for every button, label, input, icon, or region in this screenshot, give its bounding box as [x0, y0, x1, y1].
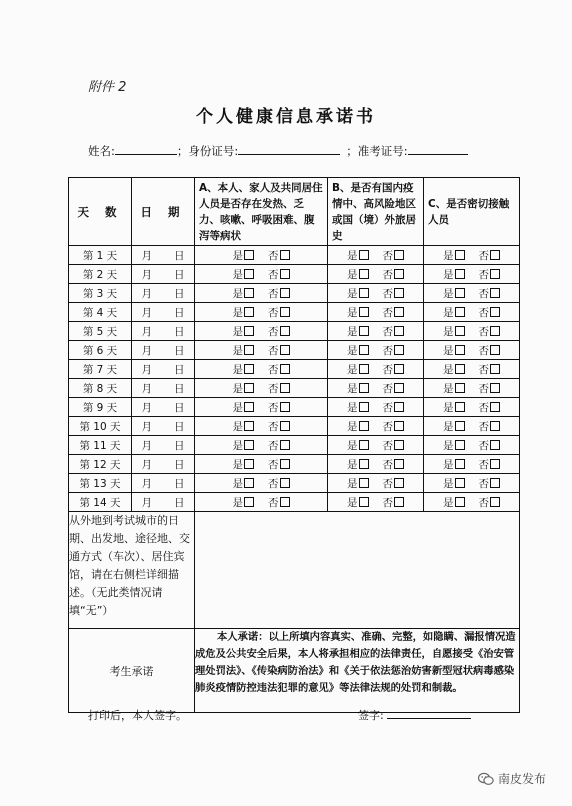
table-row: [69, 474, 520, 493]
no-option[interactable]: 否: [479, 421, 501, 433]
date-cell[interactable]: 月 日: [132, 474, 195, 493]
answer-a: [195, 398, 328, 417]
answer-a: [195, 360, 328, 379]
no-option[interactable]: 否: [268, 250, 290, 262]
no-option[interactable]: 否: [268, 440, 290, 452]
checkbox-icon: [394, 497, 404, 507]
yes-option[interactable]: 是: [443, 364, 465, 376]
no-option[interactable]: 否: [383, 269, 405, 281]
no-option[interactable]: 否: [479, 326, 501, 338]
yes-option[interactable]: 是: [233, 383, 255, 395]
checkbox-icon: [244, 440, 254, 450]
date-cell[interactable]: 月 日: [132, 398, 195, 417]
checkbox-icon: [280, 421, 290, 431]
yes-option[interactable]: 是: [233, 364, 255, 376]
checkbox-icon: [490, 421, 500, 431]
travel-description-field[interactable]: [195, 512, 520, 629]
checkbox-icon: [359, 421, 369, 431]
yes-option[interactable]: 是: [347, 478, 369, 490]
yes-option[interactable]: 是: [233, 307, 255, 319]
checkbox-icon: [280, 478, 290, 488]
header-day: 天 数: [69, 178, 132, 246]
yes-option[interactable]: 是: [347, 402, 369, 414]
yes-option[interactable]: 是: [443, 402, 465, 414]
header-question-a: A、本人、家人及共同居住人员是否存在发热、乏力、咳嗽、呼吸困难、腹泻等病状: [195, 178, 328, 246]
day-label: 第 3 天: [69, 284, 132, 303]
no-option[interactable]: 否: [383, 497, 405, 509]
checkbox-icon: [394, 269, 404, 279]
table-row: [69, 455, 520, 474]
answer-a: [195, 455, 328, 474]
footer-note: 打印后，本人签字。: [88, 709, 187, 722]
checkbox-icon: [394, 345, 404, 355]
yes-option[interactable]: 是: [443, 478, 465, 490]
checkbox-icon: [359, 269, 369, 279]
yes-option[interactable]: 是: [347, 440, 369, 452]
no-option[interactable]: 否: [479, 364, 501, 376]
date-cell[interactable]: 月 日: [132, 341, 195, 360]
no-option[interactable]: 否: [383, 364, 405, 376]
table-header-row: [69, 178, 520, 246]
day-label: 第 13 天: [69, 474, 132, 493]
no-option[interactable]: 否: [479, 497, 501, 509]
signature-blank[interactable]: [387, 708, 471, 719]
table-row: [69, 379, 520, 398]
checkbox-icon: [394, 383, 404, 393]
yes-option[interactable]: 是: [347, 345, 369, 357]
no-option[interactable]: 否: [268, 269, 290, 281]
checkbox-icon: [455, 478, 465, 488]
no-option[interactable]: 否: [268, 364, 290, 376]
answer-c: [424, 246, 520, 265]
checkbox-icon: [359, 478, 369, 488]
answer-c: [424, 493, 520, 512]
checkbox-icon: [280, 440, 290, 450]
checkbox-icon: [455, 383, 465, 393]
checkbox-icon: [244, 364, 254, 374]
checkbox-icon: [394, 402, 404, 412]
yes-option[interactable]: 是: [233, 459, 255, 471]
day-label: 第 4 天: [69, 303, 132, 322]
checkbox-icon: [490, 459, 500, 469]
checkbox-icon: [490, 478, 500, 488]
checkbox-icon: [394, 250, 404, 260]
answer-b: [328, 303, 424, 322]
checkbox-icon: [490, 345, 500, 355]
no-option[interactable]: 否: [268, 307, 290, 319]
page-title: 个人健康信息承诺书: [196, 107, 376, 127]
answer-b: [328, 417, 424, 436]
no-option[interactable]: 否: [383, 383, 405, 395]
date-cell[interactable]: 月 日: [132, 284, 195, 303]
answer-b: [328, 455, 424, 474]
day-label: 第 9 天: [69, 398, 132, 417]
yes-option[interactable]: 是: [233, 440, 255, 452]
checkbox-icon: [359, 345, 369, 355]
yes-option[interactable]: 是: [443, 440, 465, 452]
no-option[interactable]: 否: [479, 288, 501, 300]
no-option[interactable]: 否: [479, 383, 501, 395]
checkbox-icon: [490, 307, 500, 317]
checkbox-icon: [280, 345, 290, 355]
day-label: 第 7 天: [69, 360, 132, 379]
yes-option[interactable]: 是: [347, 269, 369, 281]
no-option[interactable]: 否: [479, 345, 501, 357]
no-option[interactable]: 否: [383, 421, 405, 433]
checkbox-icon: [394, 326, 404, 336]
checkbox-icon: [280, 288, 290, 298]
date-cell[interactable]: 月 日: [132, 360, 195, 379]
no-option[interactable]: 否: [268, 383, 290, 395]
checkbox-icon: [455, 421, 465, 431]
answer-c: [424, 455, 520, 474]
checkbox-icon: [490, 250, 500, 260]
checkbox-icon: [359, 459, 369, 469]
no-option[interactable]: 否: [268, 402, 290, 414]
checkbox-icon: [359, 288, 369, 298]
yes-option[interactable]: 是: [443, 288, 465, 300]
yes-option[interactable]: 是: [233, 288, 255, 300]
checkbox-icon: [359, 307, 369, 317]
checkbox-icon: [359, 383, 369, 393]
checkbox-icon: [280, 497, 290, 507]
checkbox-icon: [490, 497, 500, 507]
watermark-text: 南皮发布: [498, 772, 547, 786]
checkbox-icon: [455, 459, 465, 469]
no-option[interactable]: 否: [479, 459, 501, 471]
answer-a: [195, 474, 328, 493]
table-row: [69, 417, 520, 436]
checkbox-icon: [244, 288, 254, 298]
day-label: 第 10 天: [69, 417, 132, 436]
no-option[interactable]: 否: [383, 345, 405, 357]
day-label: 第 14 天: [69, 493, 132, 512]
answer-b: [328, 284, 424, 303]
date-cell[interactable]: 月 日: [132, 417, 195, 436]
no-option[interactable]: 否: [479, 402, 501, 414]
checkbox-icon: [359, 326, 369, 336]
answer-a: [195, 379, 328, 398]
no-option[interactable]: 否: [479, 307, 501, 319]
answer-b: [328, 398, 424, 417]
day-label: 第 11 天: [69, 436, 132, 455]
yes-option[interactable]: 是: [347, 459, 369, 471]
answer-c: [424, 474, 520, 493]
yes-option[interactable]: 是: [233, 269, 255, 281]
checkbox-icon: [490, 326, 500, 336]
answer-c: [424, 360, 520, 379]
no-option[interactable]: 否: [383, 288, 405, 300]
checkbox-icon: [280, 459, 290, 469]
no-option[interactable]: 否: [383, 459, 405, 471]
date-cell[interactable]: 月 日: [132, 246, 195, 265]
answer-b: [328, 436, 424, 455]
checkbox-icon: [455, 440, 465, 450]
day-label: 第 2 天: [69, 265, 132, 284]
answer-a: [195, 417, 328, 436]
table-row: [69, 360, 520, 379]
answer-a: [195, 341, 328, 360]
yes-option[interactable]: 是: [233, 345, 255, 357]
checkbox-icon: [394, 421, 404, 431]
date-cell[interactable]: 月 日: [132, 436, 195, 455]
checkbox-icon: [280, 364, 290, 374]
answer-b: [328, 322, 424, 341]
answer-b: [328, 474, 424, 493]
checkbox-icon: [280, 269, 290, 279]
checkbox-icon: [455, 250, 465, 260]
day-label: 第 12 天: [69, 455, 132, 474]
checkbox-icon: [394, 440, 404, 450]
answer-a: [195, 265, 328, 284]
yes-option[interactable]: 是: [347, 326, 369, 338]
identity-line: [88, 143, 468, 159]
checkbox-icon: [490, 402, 500, 412]
checkbox-icon: [455, 402, 465, 412]
checkbox-icon: [394, 478, 404, 488]
pledge-row: [69, 629, 520, 713]
yes-option[interactable]: 是: [233, 478, 255, 490]
table-row: [69, 398, 520, 417]
checkbox-icon: [359, 364, 369, 374]
no-option[interactable]: 否: [479, 440, 501, 452]
no-option[interactable]: 否: [383, 440, 405, 452]
signature-line: [358, 707, 471, 723]
name-blank: [115, 144, 177, 155]
pledge-label: 考生承诺: [69, 629, 195, 713]
yes-option[interactable]: 是: [233, 497, 255, 509]
no-option[interactable]: 否: [268, 421, 290, 433]
no-option[interactable]: 否: [479, 250, 501, 262]
checkbox-icon: [244, 269, 254, 279]
table-row: [69, 265, 520, 284]
table-row: [69, 341, 520, 360]
checkbox-icon: [394, 459, 404, 469]
checkbox-icon: [244, 326, 254, 336]
checkbox-icon: [490, 364, 500, 374]
date-cell[interactable]: 月 日: [132, 303, 195, 322]
health-table: [68, 177, 520, 713]
checkbox-icon: [244, 497, 254, 507]
answer-b: [328, 493, 424, 512]
table-row: [69, 303, 520, 322]
no-option[interactable]: 否: [268, 288, 290, 300]
checkbox-icon: [359, 250, 369, 260]
checkbox-icon: [244, 459, 254, 469]
yes-option[interactable]: 是: [443, 326, 465, 338]
checkbox-icon: [455, 307, 465, 317]
answer-c: [424, 341, 520, 360]
answer-b: [328, 360, 424, 379]
checkbox-icon: [244, 383, 254, 393]
pledge-text: 本人承诺：以上所填内容真实、准确、完整，如隐瞒、漏报情况造成危及公共安全后果，本人将承担相应的法律责任，自愿接受《治安管理处罚法》、《传染病防治法》和《关于依法惩治妨害新型冠状病毒感染肺炎疫情防控违法犯罪的意见》等法律法规的处罚和制裁。: [195, 631, 516, 694]
answer-c: [424, 379, 520, 398]
checkbox-icon: [455, 269, 465, 279]
no-option[interactable]: 否: [268, 478, 290, 490]
exam-number-blank: [408, 144, 468, 155]
answer-c: [424, 417, 520, 436]
yes-option[interactable]: 是: [443, 269, 465, 281]
date-cell[interactable]: 月 日: [132, 265, 195, 284]
id-number-blank: [238, 144, 340, 155]
answer-a: [195, 284, 328, 303]
checkbox-icon: [394, 307, 404, 317]
yes-option[interactable]: 是: [233, 421, 255, 433]
checkbox-icon: [280, 307, 290, 317]
no-option[interactable]: 否: [383, 250, 405, 262]
answer-c: [424, 322, 520, 341]
checkbox-icon: [244, 307, 254, 317]
yes-option[interactable]: 是: [233, 402, 255, 414]
day-label: 第 1 天: [69, 246, 132, 265]
day-label: 第 8 天: [69, 379, 132, 398]
pledge-text-cell: [195, 629, 520, 713]
header-question-c: C、是否密切接触人员: [424, 178, 520, 246]
answer-a: [195, 436, 328, 455]
answer-a: [195, 493, 328, 512]
yes-option[interactable]: 是: [347, 421, 369, 433]
answer-a: [195, 322, 328, 341]
checkbox-icon: [244, 478, 254, 488]
yes-option[interactable]: 是: [347, 250, 369, 262]
yes-option[interactable]: 是: [443, 459, 465, 471]
answer-c: [424, 303, 520, 322]
travel-row: [69, 512, 520, 629]
yes-option[interactable]: 是: [347, 383, 369, 395]
yes-option[interactable]: 是: [347, 497, 369, 509]
yes-option[interactable]: 是: [347, 364, 369, 376]
table-row: [69, 246, 520, 265]
checkbox-icon: [490, 269, 500, 279]
checkbox-icon: [455, 364, 465, 374]
day-label: 第 5 天: [69, 322, 132, 341]
date-cell[interactable]: 月 日: [132, 455, 195, 474]
no-option[interactable]: 否: [383, 326, 405, 338]
no-option[interactable]: 否: [383, 307, 405, 319]
no-option[interactable]: 否: [268, 345, 290, 357]
checkbox-icon: [490, 383, 500, 393]
watermark: [478, 770, 546, 787]
yes-option[interactable]: 是: [443, 383, 465, 395]
no-option[interactable]: 否: [479, 269, 501, 281]
name-label: 姓名:: [88, 144, 115, 158]
no-option[interactable]: 否: [383, 478, 405, 490]
no-option[interactable]: 否: [268, 497, 290, 509]
checkbox-icon: [359, 440, 369, 450]
header-question-b: B、是否有国内疫情中、高风险地区或国（境）外旅居史: [328, 178, 424, 246]
no-option[interactable]: 否: [479, 478, 501, 490]
checkbox-icon: [394, 364, 404, 374]
yes-option[interactable]: 是: [443, 250, 465, 262]
travel-label: 从外地到考试城市的日期、出发地、途径地、交通方式（车次）、居住宾馆，请在右侧栏详细描述。（无此类情况请填“无”）: [69, 512, 195, 629]
answer-c: [424, 398, 520, 417]
yes-option[interactable]: 是: [443, 345, 465, 357]
yes-option[interactable]: 是: [443, 497, 465, 509]
signature-label: 签字:: [358, 709, 384, 722]
day-label: 第 6 天: [69, 341, 132, 360]
answer-b: [328, 246, 424, 265]
checkbox-icon: [280, 402, 290, 412]
yes-option[interactable]: 是: [347, 307, 369, 319]
checkbox-icon: [490, 440, 500, 450]
yes-option[interactable]: 是: [443, 307, 465, 319]
checkbox-icon: [280, 326, 290, 336]
date-cell[interactable]: 月 日: [132, 379, 195, 398]
answer-b: [328, 379, 424, 398]
checkbox-icon: [280, 383, 290, 393]
checkbox-icon: [455, 288, 465, 298]
checkbox-icon: [244, 345, 254, 355]
yes-option[interactable]: 是: [233, 326, 255, 338]
no-option[interactable]: 否: [268, 326, 290, 338]
wechat-icon: [478, 772, 494, 786]
checkbox-icon: [394, 288, 404, 298]
yes-option[interactable]: 是: [347, 288, 369, 300]
checkbox-icon: [455, 497, 465, 507]
table-row: [69, 322, 520, 341]
checkbox-icon: [244, 402, 254, 412]
header-date: 日 期: [132, 178, 195, 246]
checkbox-icon: [359, 402, 369, 412]
checkbox-icon: [490, 288, 500, 298]
exam-number-label: ；准考证号:: [346, 144, 408, 158]
table-row: [69, 284, 520, 303]
date-cell[interactable]: 月 日: [132, 493, 195, 512]
yes-option[interactable]: 是: [443, 421, 465, 433]
checkbox-icon: [244, 250, 254, 260]
id-number-label: ；身份证号:: [176, 144, 239, 158]
attachment-label: 附件 2: [88, 80, 127, 95]
yes-option[interactable]: 是: [233, 250, 255, 262]
table-row: [69, 493, 520, 512]
checkbox-icon: [280, 250, 290, 260]
checkbox-icon: [455, 326, 465, 336]
answer-c: [424, 436, 520, 455]
checkbox-icon: [455, 345, 465, 355]
checkbox-icon: [244, 421, 254, 431]
answer-c: [424, 284, 520, 303]
answer-b: [328, 265, 424, 284]
answer-b: [328, 341, 424, 360]
answer-a: [195, 303, 328, 322]
no-option[interactable]: 否: [383, 402, 405, 414]
date-cell[interactable]: 月 日: [132, 322, 195, 341]
answer-a: [195, 246, 328, 265]
answer-c: [424, 265, 520, 284]
no-option[interactable]: 否: [268, 459, 290, 471]
checkbox-icon: [359, 497, 369, 507]
table-row: [69, 436, 520, 455]
